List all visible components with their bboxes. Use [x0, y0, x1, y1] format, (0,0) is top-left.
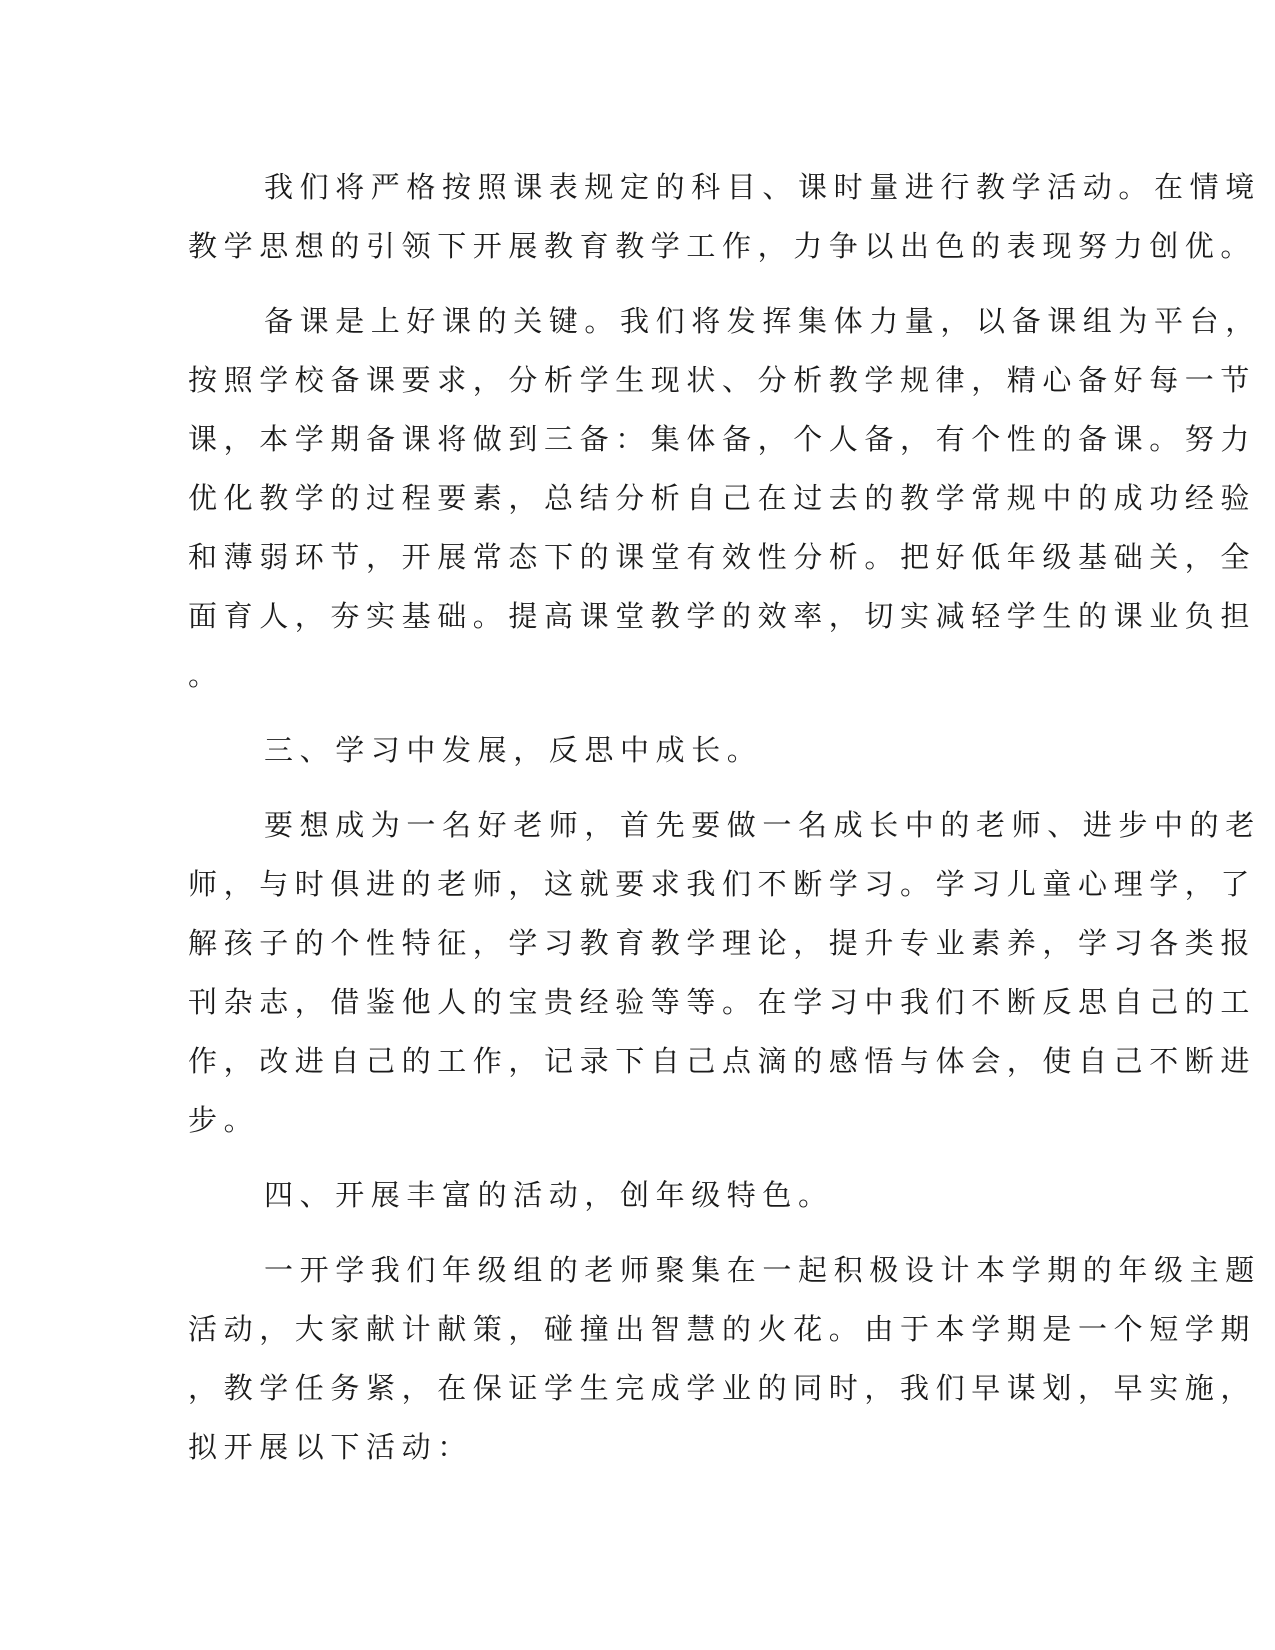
text-line: 我们将严格按照课表规定的科目、课时量进行教学活动。在情境 [264, 170, 1261, 204]
paragraph [188, 796, 1261, 1150]
section-heading [188, 721, 1088, 780]
text-line: 备课是上好课的关键。我们将发挥集体力量，以备课组为平台， [264, 304, 1261, 338]
text-line: ，教学任务紧，在保证学生完成学业的同时，我们早谋划，早实施， [188, 1371, 1257, 1405]
text-line: 拟开展以下活动： [188, 1430, 473, 1464]
paragraph [188, 158, 1261, 276]
text-line: 面育人，夯实基础。提高课堂教学的效率，切实减轻学生的课业负担 [188, 599, 1257, 633]
text-line: 解孩子的个性特征，学习教育教学理论，提升专业素养，学习各类报 [188, 926, 1257, 960]
text-line: 和薄弱环节，开展常态下的课堂有效性分析。把好低年级基础关，全 [188, 540, 1257, 574]
text-line: 一开学我们年级组的老师聚集在一起积极设计本学期的年级主题 [264, 1253, 1261, 1287]
text-line: 优化教学的过程要素，总结分析自己在过去的教学常规中的成功经验 [188, 481, 1257, 515]
text-line: 按照学校备课要求，分析学生现状、分析教学规律，精心备好每一节 [188, 363, 1257, 397]
section-heading [188, 1166, 1088, 1225]
text-line: 课，本学期备课将做到三备：集体备，个人备，有个性的备课。努力 [188, 422, 1257, 456]
heading-line: 三、学习中发展，反思中成长。 [264, 733, 763, 767]
heading-line: 四、开展丰富的活动，创年级特色。 [264, 1178, 834, 1212]
paragraph [188, 292, 1261, 705]
text-line: 教学思想的引领下开展教育教学工作，力争以出色的表现努力创优。 [188, 229, 1257, 263]
document-body [188, 158, 1261, 1477]
paragraph [188, 1241, 1261, 1477]
text-line: 。 [188, 658, 224, 692]
text-line: 步。 [188, 1103, 260, 1137]
text-line: 作，改进自己的工作，记录下自己点滴的感悟与体会，使自己不断进 [188, 1044, 1257, 1078]
text-line: 师，与时俱进的老师，这就要求我们不断学习。学习儿童心理学，了 [188, 867, 1257, 901]
text-line: 要想成为一名好老师，首先要做一名成长中的老师、进步中的老 [264, 808, 1261, 842]
text-line: 活动，大家献计献策，碰撞出智慧的火花。由于本学期是一个短学期 [188, 1312, 1257, 1346]
text-line: 刊杂志，借鉴他人的宝贵经验等等。在学习中我们不断反思自己的工 [188, 985, 1257, 1019]
